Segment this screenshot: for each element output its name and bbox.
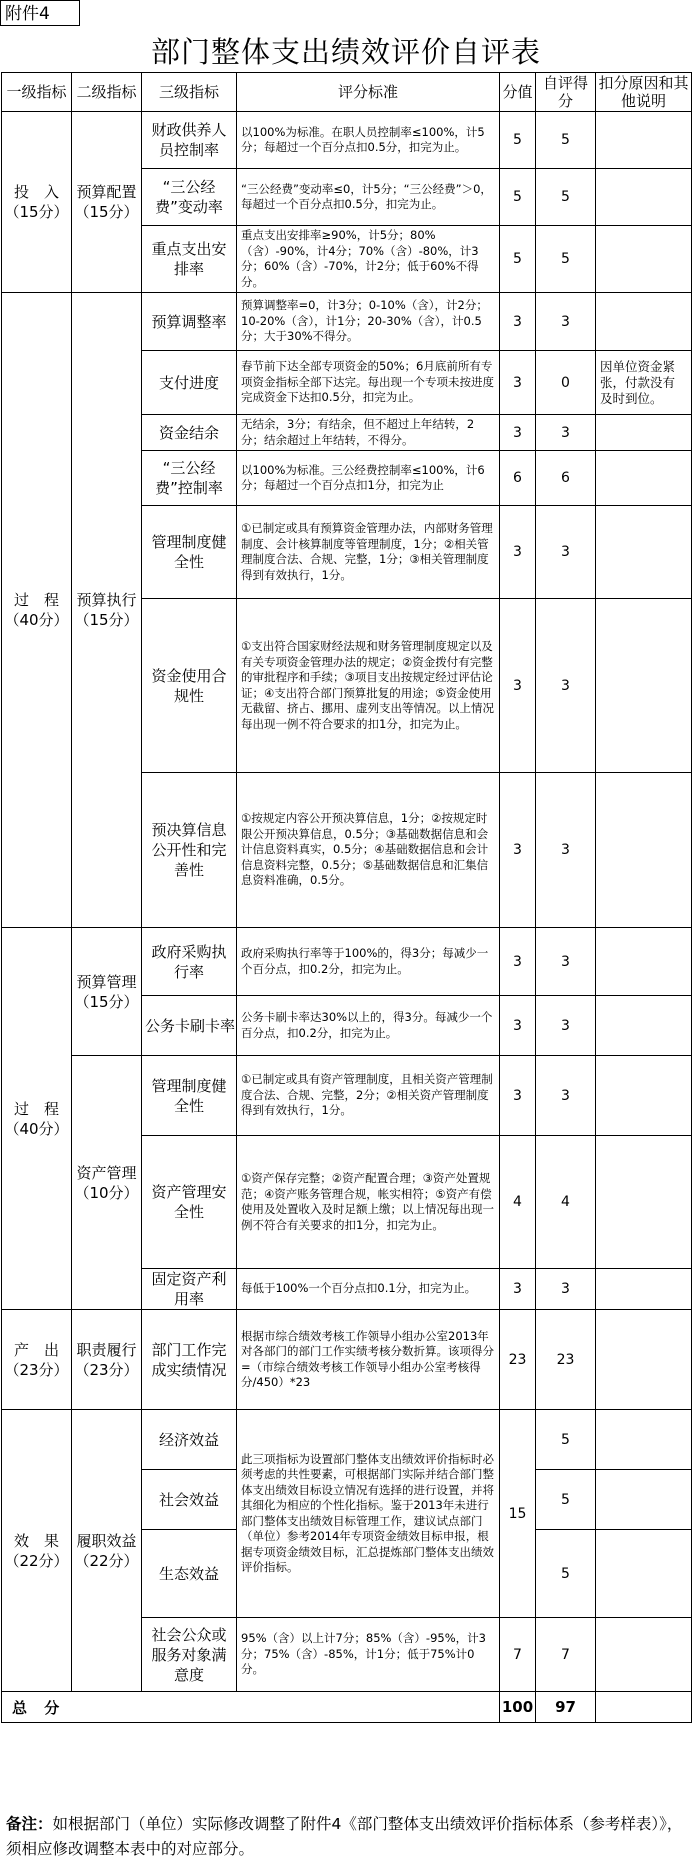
indicator-name: 资金结余 xyxy=(142,415,237,451)
indicator-name: 公务卡刷卡率 xyxy=(142,996,237,1056)
self-score-cell: 3 xyxy=(536,996,596,1056)
page-title: 部门整体支出绩效评价自评表 xyxy=(150,35,541,69)
note-cell xyxy=(596,1410,692,1470)
score-cell: 5 xyxy=(500,112,536,169)
indicator-name: 资产管理安全性 xyxy=(142,1136,237,1269)
note-cell xyxy=(596,506,692,599)
score-cell: 5 xyxy=(500,226,536,293)
header-criteria: 评分标准 xyxy=(237,73,500,112)
indicator-name: 管理制度健全性 xyxy=(142,506,237,599)
indicator-name: “三公经费”控制率 xyxy=(142,451,237,506)
note-cell xyxy=(596,599,692,773)
criteria-cell: 每低于100%一个百分点扣0.1分，扣完为止。 xyxy=(237,1269,500,1310)
note-cell xyxy=(596,415,692,451)
score-cell: 3 xyxy=(500,415,536,451)
note-cell xyxy=(596,1618,692,1692)
self-score-cell: 3 xyxy=(536,928,596,996)
header-score: 分值 xyxy=(500,73,536,112)
score-cell: 3 xyxy=(500,996,536,1056)
criteria-cell: ①已制定或具有预算资金管理办法，内部财务管理制度、会计核算制度等管理制度，1分；②相关管理制度合法、合规、完整，1分；③相关管理制度得到有效执行，1分。 xyxy=(237,506,500,599)
score-cell: 3 xyxy=(500,351,536,415)
footnote-label: 备注： xyxy=(6,1815,53,1833)
table-row xyxy=(2,1310,692,1410)
total-self-score: 97 xyxy=(536,1692,596,1723)
criteria-cell: 预算调整率=0，计3分；0-10%（含），计2分；10-20%（含），计1分；20-30%（含），计0.5分；大于30%不得分。 xyxy=(237,293,500,351)
header-deduction: 扣分原因和其他说明 xyxy=(596,73,692,112)
attachment-label: 附件4 xyxy=(0,0,80,26)
total-row xyxy=(2,1692,692,1723)
self-score-cell: 5 xyxy=(536,1470,596,1530)
criteria-cell: 以100%为标准。三公经费控制率≤100%，计6分；每超过一个百分点扣1分，扣完为止 xyxy=(237,451,500,506)
indicator-name: 生态效益 xyxy=(142,1530,237,1618)
score-cell: 3 xyxy=(500,1269,536,1310)
score-cell: 3 xyxy=(500,928,536,996)
table-row xyxy=(2,928,692,996)
self-score-cell: 3 xyxy=(536,1269,596,1310)
criteria-cell: ①支出符合国家财经法规和财务管理制度规定以及有关专项资金管理办法的规定；②资金拨付有完整的审批程序和手续；③项目支出按规定经过评估论证；④支出符合部门预算批复的用途；⑤资金使用无截留、挤占、挪用、虚列支出等情况。以上情况每出现一例不符合要求的扣1分，扣完为止。 xyxy=(237,599,500,773)
criteria-cell: ①按规定内容公开预决算信息，1分；②按规定时限公开预决算信息，0.5分；③基础数据信息和会计信息资料真实，0.5分；④基础数据信息和会计信息资料完整，0.5分；⑤基础数据信息和汇集信息资料准确，0.5分。 xyxy=(237,773,500,928)
self-score-cell: 3 xyxy=(536,506,596,599)
note-cell xyxy=(596,1310,692,1410)
benefit-score-cell: 15 xyxy=(500,1410,536,1618)
header-level1: 一级指标 xyxy=(2,73,72,112)
score-cell: 7 xyxy=(500,1618,536,1692)
group-budget-mgmt: 预算管理 （15分） xyxy=(72,928,142,1056)
note-cell xyxy=(596,1056,692,1136)
group-budget-exec: 预算执行 （15分） xyxy=(72,293,142,928)
self-score-cell: 3 xyxy=(536,773,596,928)
criteria-cell: 95%（含）以上计7分；85%（含）-95%，计3分；75%（含）-85%，计1分；低于75%计0分。 xyxy=(237,1618,500,1692)
section-effect: 效 果 （22分） xyxy=(2,1410,72,1692)
criteria-cell: 公务卡刷卡率达30%以上的，得3分。每减少一个百分点，扣0.2分，扣完为止。 xyxy=(237,996,500,1056)
self-score-cell: 3 xyxy=(536,415,596,451)
total-label: 总 分 xyxy=(2,1692,500,1723)
table-row xyxy=(2,293,692,351)
indicator-name: 固定资产利用率 xyxy=(142,1269,237,1310)
header-row xyxy=(2,73,692,112)
note-cell xyxy=(596,1269,692,1310)
note-cell xyxy=(596,112,692,169)
benefit-criteria-cell: 此三项指标为设置部门整体支出绩效评价指标时必须考虑的共性要素，可根据部门实际并结合部门整体支出绩效目标设立情况有选择的进行设置，并将其细化为相应的个性化指标。鉴于2013年未进行部门整体支出绩效目标管理工作，建议试点部门（单位）参考2014年专项资金绩效目标申报，根据专项资金绩效目标，汇总提炼部门整体支出绩效评价指标。 xyxy=(237,1410,500,1618)
criteria-cell: ①已制定或具有资产管理制度，且相关资产管理制度合法、合规、完整，2分；②相关资产管理制度得到有效执行，1分。 xyxy=(237,1056,500,1136)
criteria-cell: 春节前下达全部专项资金的50%；6月底前所有专项资金指标全部下达完。每出现一个专项未按进度完成资金下达扣0.5分，扣完为止。 xyxy=(237,351,500,415)
note-cell xyxy=(596,1530,692,1618)
self-score-cell: 5 xyxy=(536,1410,596,1470)
indicator-name: 重点支出安排率 xyxy=(142,226,237,293)
score-cell: 3 xyxy=(500,1056,536,1136)
section-process: 过 程 （40分） xyxy=(2,928,72,1310)
indicator-name: 预决算信息公开性和完善性 xyxy=(142,773,237,928)
score-cell: 3 xyxy=(500,293,536,351)
table-row xyxy=(2,1056,692,1136)
note-cell: 因单位资金紧张，付款没有及时到位。 xyxy=(596,351,692,415)
header-level3: 三级指标 xyxy=(142,73,237,112)
indicator-name: 经济效益 xyxy=(142,1410,237,1470)
note-cell xyxy=(596,226,692,293)
footnote-text: 如根据部门（单位）实际修改调整了附件4《部门整体支出绩效评价指标体系（参考样表）》，须相应修改调整本表中的对应部分。 xyxy=(6,1815,683,1858)
indicator-name: “三公经费”变动率 xyxy=(142,169,237,226)
note-cell xyxy=(596,996,692,1056)
score-cell: 6 xyxy=(500,451,536,506)
indicator-name: 部门工作完成实绩情况 xyxy=(142,1310,237,1410)
table-row xyxy=(2,112,692,169)
score-cell: 5 xyxy=(500,169,536,226)
note-cell xyxy=(596,1136,692,1269)
self-score-cell: 6 xyxy=(536,451,596,506)
table-row xyxy=(2,1410,692,1470)
self-score-cell: 5 xyxy=(536,112,596,169)
criteria-cell: 以100%为标准。在职人员控制率≤100%，计5分；每超过一个百分点扣0.5分，扣完为止。 xyxy=(237,112,500,169)
score-cell: 3 xyxy=(500,506,536,599)
header-self-score: 自评得分 xyxy=(536,73,596,112)
indicator-name: 社会公众或服务对象满意度 xyxy=(142,1618,237,1692)
note-cell xyxy=(596,169,692,226)
total-note-cell xyxy=(596,1692,692,1723)
group-duty: 职责履行 （23分） xyxy=(72,1310,142,1410)
indicator-name: 财政供养人员控制率 xyxy=(142,112,237,169)
score-cell: 3 xyxy=(500,599,536,773)
self-score-cell: 3 xyxy=(536,293,596,351)
indicator-name: 社会效益 xyxy=(142,1470,237,1530)
criteria-cell: 无结余，3分；有结余，但不超过上年结转，2分；结余超过上年结转，不得分。 xyxy=(237,415,500,451)
indicator-name: 资金使用合规性 xyxy=(142,599,237,773)
self-score-cell: 5 xyxy=(536,226,596,293)
section-process: 过 程 （40分） xyxy=(2,293,72,928)
self-score-cell: 5 xyxy=(536,1530,596,1618)
indicator-name: 管理制度健全性 xyxy=(142,1056,237,1136)
self-score-cell: 23 xyxy=(536,1310,596,1410)
evaluation-table xyxy=(1,72,692,1723)
indicator-name: 政府采购执行率 xyxy=(142,928,237,996)
note-cell xyxy=(596,293,692,351)
criteria-cell: 政府采购执行率等于100%的，得3分；每减少一个百分点，扣0.2分，扣完为止。 xyxy=(237,928,500,996)
self-score-cell: 5 xyxy=(536,169,596,226)
group-asset-mgmt: 资产管理 （10分） xyxy=(72,1056,142,1310)
self-score-cell: 0 xyxy=(536,351,596,415)
total-score: 100 xyxy=(500,1692,536,1723)
group-perf: 履职效益 （22分） xyxy=(72,1410,142,1692)
self-score-cell: 3 xyxy=(536,1056,596,1136)
indicator-name: 支付进度 xyxy=(142,351,237,415)
note-cell xyxy=(596,451,692,506)
section-input: 投 入 （15分） xyxy=(2,112,72,293)
note-cell xyxy=(596,928,692,996)
self-score-cell: 3 xyxy=(536,599,596,773)
footnote xyxy=(0,1812,692,1862)
score-cell: 3 xyxy=(500,773,536,928)
group-budget-config: 预算配置 （15分） xyxy=(72,112,142,293)
score-cell: 4 xyxy=(500,1136,536,1269)
criteria-cell: ①资产保存完整；②资产配置合理；③资产处置规范；④资产账务管理合规，帐实相符；⑤资产有偿使用及处置收入及时足额上缴；以上情况每出现一例不符合有关要求的扣1分，扣完为止。 xyxy=(237,1136,500,1269)
criteria-cell: 根据市综合绩效考核工作领导小组办公室2013年对各部门的部门工作实绩考核分数折算。该项得分=（市综合绩效考核工作领导小组办公室考核得分/450）*23 xyxy=(237,1310,500,1410)
self-score-cell: 4 xyxy=(536,1136,596,1269)
header-level2: 二级指标 xyxy=(72,73,142,112)
note-cell xyxy=(596,773,692,928)
section-output: 产 出 （23分） xyxy=(2,1310,72,1410)
criteria-cell: “三公经费”变动率≤0，计5分；“三公经费”＞0，每超过一个百分点扣0.5分，扣完为止。 xyxy=(237,169,500,226)
note-cell xyxy=(596,1470,692,1530)
self-score-cell: 7 xyxy=(536,1618,596,1692)
criteria-cell: 重点支出安排率≥90%，计5分；80%（含）-90%，计4分；70%（含）-80%，计3分；60%（含）-70%，计2分；低于60%不得分。 xyxy=(237,226,500,293)
indicator-name: 预算调整率 xyxy=(142,293,237,351)
score-cell: 23 xyxy=(500,1310,536,1410)
